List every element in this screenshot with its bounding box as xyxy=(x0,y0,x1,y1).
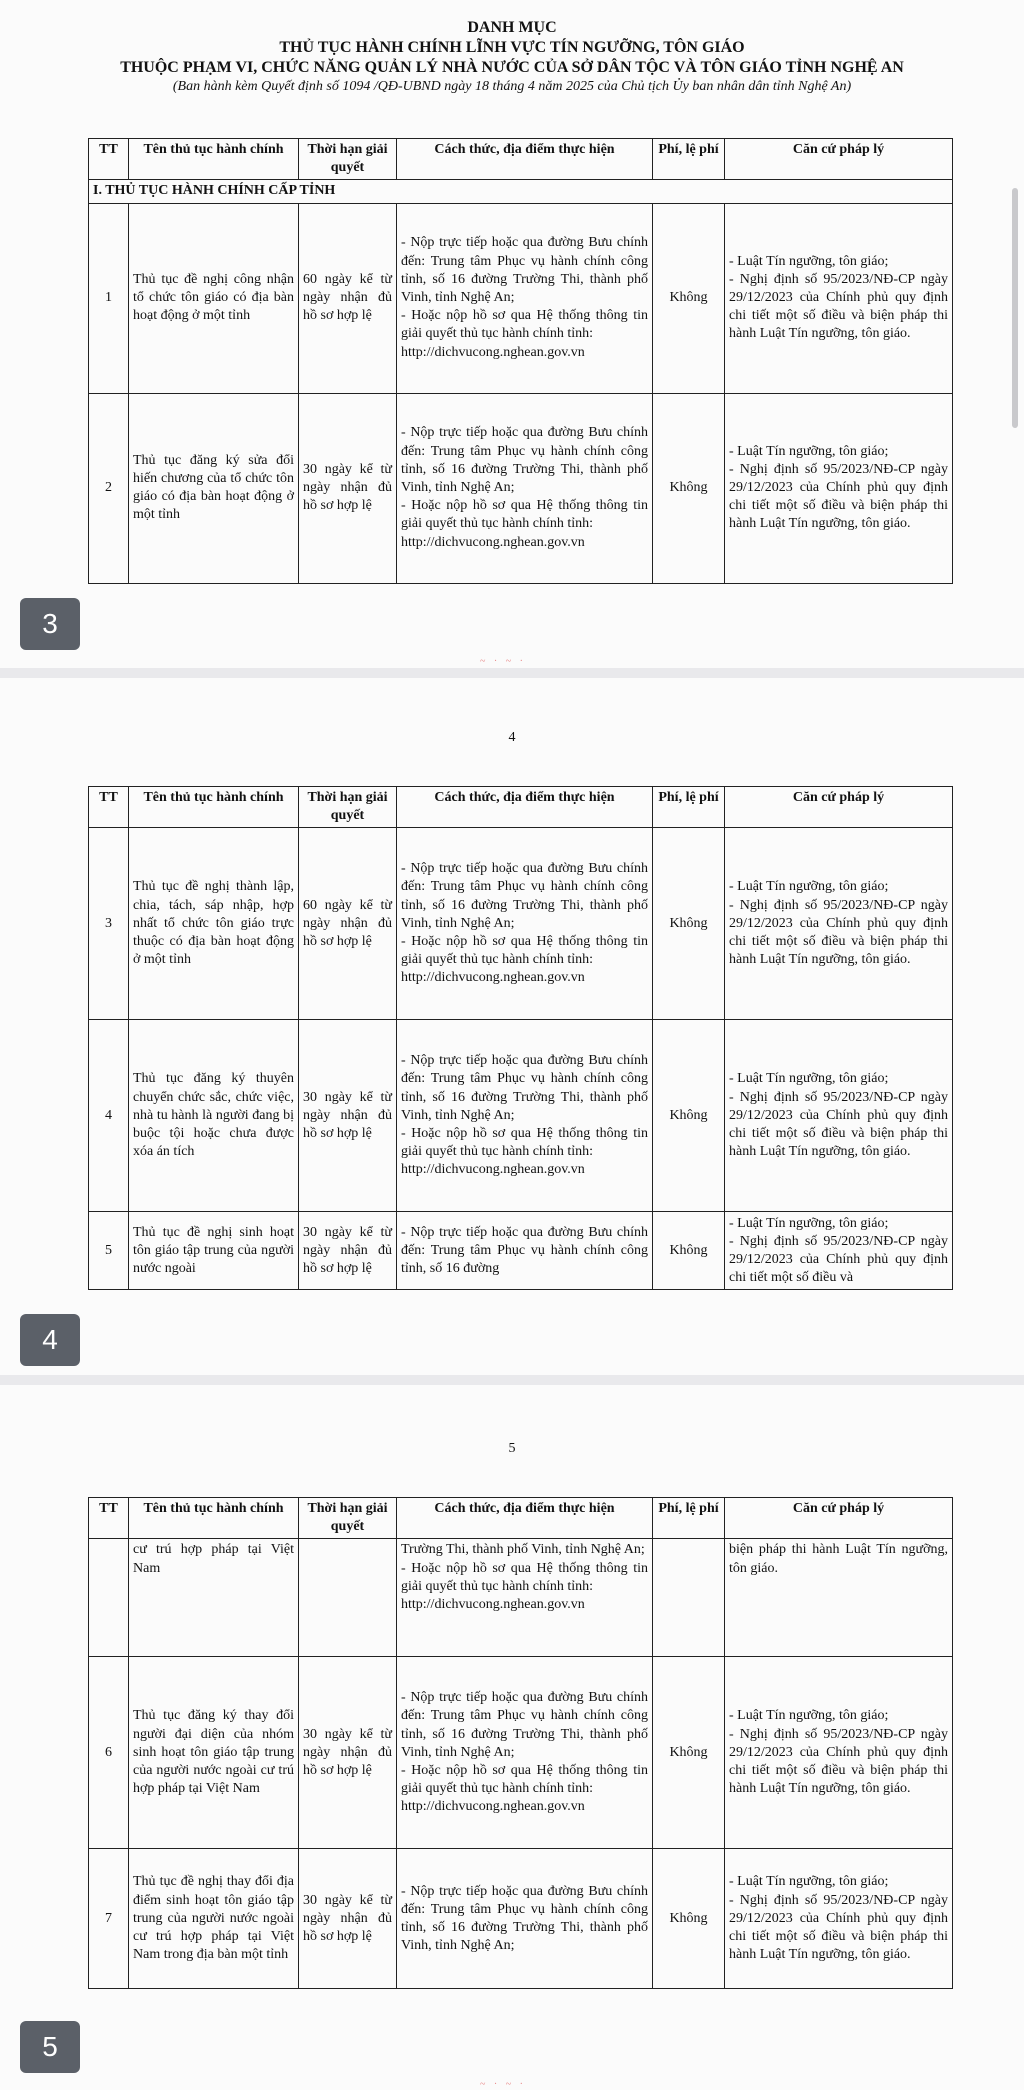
doc-title: DANH MỤC xyxy=(467,19,557,36)
document-header xyxy=(0,0,1024,96)
row-method: Trường Thi, thành phố Vinh, tỉnh Nghệ An; - Hoặc nộp hồ sơ qua Hệ thống thông tin giải quyết thủ tục hành chính tỉnh: http://dichvucong.nghean.gov.vn xyxy=(397,1539,653,1657)
portal-link[interactable]: http://dichvucong.nghean.gov.vn xyxy=(401,534,585,550)
page-badge-4: 4 xyxy=(20,1314,80,1366)
row-time: 30 ngày kể từ ngày nhận đủ hồ sơ hợp lệ xyxy=(299,1849,397,1989)
col-legal: Căn cứ pháp lý xyxy=(725,1498,953,1539)
row-legal: - Luật Tín ngưỡng, tôn giáo; - Nghị định số 95/2023/NĐ-CP ngày 29/12/2023 của Chính phủ quy định chi tiết một số điều và biện pháp thi hành Luật Tín ngưỡng, tôn giáo. xyxy=(725,1020,953,1212)
portal-link[interactable]: http://dichvucong.nghean.gov.vn xyxy=(401,1799,585,1815)
row-name: Thủ tục đề nghị công nhận tổ chức tôn giáo có địa bàn hoạt động ở một tỉnh xyxy=(129,203,299,393)
table-row xyxy=(89,1212,953,1290)
procedure-table-page-3 xyxy=(88,138,953,584)
row-fee: Không xyxy=(653,1212,725,1290)
portal-link[interactable]: http://dichvucong.nghean.gov.vn xyxy=(401,1596,585,1612)
col-method: Cách thức, địa điểm thực hiện xyxy=(397,787,653,828)
document-page-3 xyxy=(0,0,1024,668)
row-legal: - Luật Tín ngưỡng, tôn giáo; - Nghị định số 95/2023/NĐ-CP ngày 29/12/2023 của Chính phủ quy định chi tiết một số điều và biện pháp thi hành Luật Tín ngưỡng, tôn giáo. xyxy=(725,203,953,393)
doc-subtitle-2: THUỘC PHẠM VI, CHỨC NĂNG QUẢN LÝ NHÀ NƯỚC CỦA SỞ DÂN TỘC VÀ TÔN GIÁO TỈNH NGHỆ AN xyxy=(120,59,904,76)
col-time: Thời hạn giải quyết xyxy=(299,787,397,828)
row-name: Thủ tục đăng ký thay đổi người đại diện của nhóm sinh hoạt tôn giáo tập trung của người nước ngoài cư trú hợp pháp tại Việt Nam xyxy=(129,1657,299,1849)
row-tt xyxy=(89,1539,129,1657)
row-tt: 1 xyxy=(89,203,129,393)
row-name: Thủ tục đề nghị thành lập, chia, tách, sáp nhập, hợp nhất tổ chức tôn giáo trực thuộc có địa bàn hoạt động ở một tỉnh xyxy=(129,828,299,1020)
row-name: cư trú hợp pháp tại Việt Nam xyxy=(129,1539,299,1657)
row-tt: 6 xyxy=(89,1657,129,1849)
procedure-table-page-5 xyxy=(88,1497,953,1989)
col-method: Cách thức, địa điểm thực hiện xyxy=(397,1498,653,1539)
row-method: - Nộp trực tiếp hoặc qua đường Bưu chính đến: Trung tâm Phục vụ hành chính công tỉnh, số 16 đường Trường Thi, thành phố Vinh, tỉnh Nghệ An; - Hoặc nộp hồ sơ qua Hệ thống thông tin giải quyết thủ tục hành chính tỉnh: http://dichvucong.nghean.gov.vn xyxy=(397,1657,653,1849)
page-number: 4 xyxy=(508,730,516,745)
row-name: Thủ tục đề nghị sinh hoạt tôn giáo tập trung của người nước ngoài xyxy=(129,1212,299,1290)
doc-decision-note: (Ban hành kèm Quyết định số 1094 /QĐ-UBND ngày 18 tháng 4 năm 2025 của Chủ tịch Ủy ban nhân dân tỉnh Nghệ An) xyxy=(172,79,852,94)
document-page-5 xyxy=(0,1385,1024,2090)
col-name: Tên thủ tục hành chính xyxy=(129,1498,299,1539)
row-tt: 2 xyxy=(89,393,129,583)
table-row-continued xyxy=(89,1539,953,1657)
portal-link[interactable]: http://dichvucong.nghean.gov.vn xyxy=(401,1162,585,1178)
row-fee: Không xyxy=(653,1657,725,1849)
scrollbar-thumb[interactable] xyxy=(1012,188,1018,428)
row-method: - Nộp trực tiếp hoặc qua đường Bưu chính đến: Trung tâm Phục vụ hành chính công tỉnh, số 16 đường xyxy=(397,1212,653,1290)
table-header-row xyxy=(89,787,953,828)
row-legal: - Luật Tín ngưỡng, tôn giáo; - Nghị định số 95/2023/NĐ-CP ngày 29/12/2023 của Chính phủ quy định chi tiết một số điều và biện pháp thi hành Luật Tín ngưỡng, tôn giáo. xyxy=(725,828,953,1020)
row-method: - Nộp trực tiếp hoặc qua đường Bưu chính đến: Trung tâm Phục vụ hành chính công tỉnh, số 16 đường Trường Thi, thành phố Vinh, tỉnh Nghệ An; - Hoặc nộp hồ sơ qua Hệ thống thông tin giải quyết thủ tục hành chính tỉnh: http://dichvucong.nghean.gov.vn xyxy=(397,828,653,1020)
row-fee: Không xyxy=(653,1020,725,1212)
table-row xyxy=(89,1020,953,1212)
row-method: - Nộp trực tiếp hoặc qua đường Bưu chính đến: Trung tâm Phục vụ hành chính công tỉnh, số 16 đường Trường Thi, thành phố Vinh, tỉnh Nghệ An; xyxy=(397,1849,653,1989)
col-time: Thời hạn giải quyết xyxy=(299,1498,397,1539)
row-legal: - Luật Tín ngưỡng, tôn giáo; - Nghị định số 95/2023/NĐ-CP ngày 29/12/2023 của Chính phủ quy định chi tiết một số điều và biện pháp thi hành Luật Tín ngưỡng, tôn giáo. xyxy=(725,1849,953,1989)
doc-subtitle-1: THỦ TỤC HÀNH CHÍNH LĨNH VỰC TÍN NGƯỠNG, TÔN GIÁO xyxy=(279,39,745,56)
row-method: - Nộp trực tiếp hoặc qua đường Bưu chính đến: Trung tâm Phục vụ hành chính công tỉnh, số 16 đường Trường Thi, thành phố Vinh, tỉnh Nghệ An; - Hoặc nộp hồ sơ qua Hệ thống thông tin giải quyết thủ tục hành chính tỉnh: http://dichvucong.nghean.gov.vn xyxy=(397,393,653,583)
col-time: Thời hạn giải quyết xyxy=(299,139,397,180)
red-stamp-mark: ~ · ~ · xyxy=(480,656,526,667)
col-legal: Căn cứ pháp lý xyxy=(725,787,953,828)
col-name: Tên thủ tục hành chính xyxy=(129,787,299,828)
row-time: 30 ngày kể từ ngày nhận đủ hồ sơ hợp lệ xyxy=(299,1657,397,1849)
col-tt: TT xyxy=(89,1498,129,1539)
table-header-row xyxy=(89,1498,953,1539)
section-row xyxy=(89,180,953,203)
col-fee: Phí, lệ phí xyxy=(653,787,725,828)
row-method: - Nộp trực tiếp hoặc qua đường Bưu chính đến: Trung tâm Phục vụ hành chính công tỉnh, số 16 đường Trường Thi, thành phố Vinh, tỉnh Nghệ An; - Hoặc nộp hồ sơ qua Hệ thống thông tin giải quyết thủ tục hành chính tỉnh: http://dichvucong.nghean.gov.vn xyxy=(397,1020,653,1212)
table-row xyxy=(89,828,953,1020)
page-number: 5 xyxy=(508,1441,516,1456)
row-tt: 4 xyxy=(89,1020,129,1212)
row-legal: - Luật Tín ngưỡng, tôn giáo; - Nghị định số 95/2023/NĐ-CP ngày 29/12/2023 của Chính phủ quy định chi tiết một số điều và biện pháp thi hành Luật Tín ngưỡng, tôn giáo. xyxy=(725,1657,953,1849)
red-stamp-mark: ~ · ~ · xyxy=(480,2079,526,2090)
page-badge-3: 3 xyxy=(20,598,80,650)
row-time: 30 ngày kể từ ngày nhận đủ hồ sơ hợp lệ xyxy=(299,1020,397,1212)
row-fee: Không xyxy=(653,203,725,393)
row-time: 60 ngày kể từ ngày nhận đủ hồ sơ hợp lệ xyxy=(299,828,397,1020)
table-row xyxy=(89,1849,953,1989)
document-page-4 xyxy=(0,678,1024,1375)
portal-link[interactable]: http://dichvucong.nghean.gov.vn xyxy=(401,344,585,360)
table-header-row xyxy=(89,139,953,180)
section-title: I. THỦ TỤC HÀNH CHÍNH CẤP TỈNH xyxy=(89,180,953,203)
row-legal: - Luật Tín ngưỡng, tôn giáo; - Nghị định số 95/2023/NĐ-CP ngày 29/12/2023 của Chính phủ quy định chi tiết một số điều và xyxy=(725,1212,953,1290)
col-name: Tên thủ tục hành chính xyxy=(129,139,299,180)
table-row xyxy=(89,1657,953,1849)
procedure-table-page-4 xyxy=(88,786,953,1290)
portal-link[interactable]: http://dichvucong.nghean.gov.vn xyxy=(401,970,585,986)
row-time: 30 ngày kể từ ngày nhận đủ hồ sơ hợp lệ xyxy=(299,393,397,583)
row-fee: Không xyxy=(653,393,725,583)
page-badge-5: 5 xyxy=(20,2021,80,2073)
row-legal: - Luật Tín ngưỡng, tôn giáo; - Nghị định số 95/2023/NĐ-CP ngày 29/12/2023 của Chính phủ quy định chi tiết một số điều và biện pháp thi hành Luật Tín ngưỡng, tôn giáo. xyxy=(725,393,953,583)
col-method: Cách thức, địa điểm thực hiện xyxy=(397,139,653,180)
row-fee: Không xyxy=(653,1849,725,1989)
col-tt: TT xyxy=(89,139,129,180)
row-tt: 3 xyxy=(89,828,129,1020)
row-fee: Không xyxy=(653,828,725,1020)
row-legal: biện pháp thi hành Luật Tín ngưỡng, tôn giáo. xyxy=(725,1539,953,1657)
row-tt: 7 xyxy=(89,1849,129,1989)
row-name: Thủ tục đề nghị thay đổi địa điểm sinh hoạt tôn giáo tập trung của người nước ngoài cư trú hợp pháp tại Việt Nam trong địa bàn một tỉnh xyxy=(129,1849,299,1989)
table-row xyxy=(89,393,953,583)
col-fee: Phí, lệ phí xyxy=(653,139,725,180)
row-fee xyxy=(653,1539,725,1657)
row-tt: 5 xyxy=(89,1212,129,1290)
row-name: Thủ tục đăng ký thuyên chuyển chức sắc, chức việc, nhà tu hành là người đang bị buộc tội hoặc chưa được xóa án tích xyxy=(129,1020,299,1212)
row-time: 30 ngày kể từ ngày nhận đủ hồ sơ hợp lệ xyxy=(299,1212,397,1290)
row-time: 60 ngày kể từ ngày nhận đủ hồ sơ hợp lệ xyxy=(299,203,397,393)
row-method: - Nộp trực tiếp hoặc qua đường Bưu chính đến: Trung tâm Phục vụ hành chính công tỉnh, số 16 đường Trường Thi, thành phố Vinh, tỉnh Nghệ An; - Hoặc nộp hồ sơ qua Hệ thống thông tin giải quyết thủ tục hành chính tỉnh: http://dichvucong.nghean.gov.vn xyxy=(397,203,653,393)
col-legal: Căn cứ pháp lý xyxy=(725,139,953,180)
row-time xyxy=(299,1539,397,1657)
col-tt: TT xyxy=(89,787,129,828)
table-row xyxy=(89,203,953,393)
row-name: Thủ tục đăng ký sửa đổi hiến chương của tổ chức tôn giáo có địa bàn hoạt động ở một tỉnh xyxy=(129,393,299,583)
col-fee: Phí, lệ phí xyxy=(653,1498,725,1539)
